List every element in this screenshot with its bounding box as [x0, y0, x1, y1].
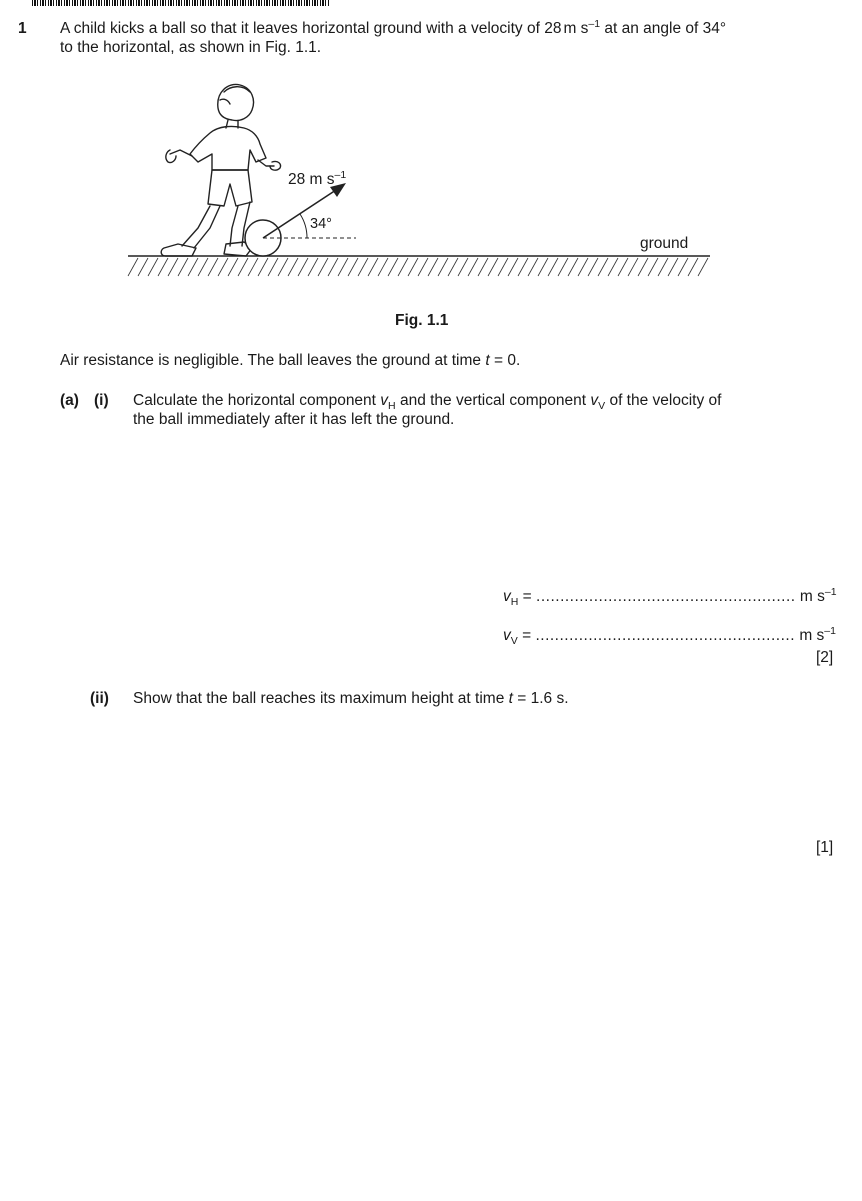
question-intro-line1	[60, 19, 726, 39]
question-number: 1	[18, 20, 27, 37]
child-arm-back	[170, 150, 192, 156]
answer-vv-unit: m s	[799, 627, 825, 644]
answer-vh-blank[interactable]: ......................................................	[536, 588, 796, 605]
answer-vv-subscript: V	[510, 635, 518, 648]
answer-vv-symbol: v	[503, 627, 511, 644]
vv-symbol: v	[590, 392, 599, 409]
question-intro-line2: to the horizontal, as shown in Fig. 1.1.	[60, 39, 322, 56]
barcode	[32, 0, 330, 6]
child-shirt	[190, 126, 266, 170]
air-resistance-statement	[60, 351, 520, 371]
time-variable: t	[485, 352, 490, 369]
child-shorts	[208, 170, 252, 206]
vh-symbol: v	[380, 392, 389, 409]
velocity-label: 28 m $s^{-1}$	[288, 169, 347, 188]
part-a-i-line1	[133, 391, 721, 411]
part-a-i-text-mid: and the vertical component	[395, 392, 591, 409]
part-a-label: (a)	[60, 392, 79, 409]
part-a-ii-text-post: = 1.6 s.	[512, 690, 569, 707]
part-a-ii-text-pre: Show that the ball reaches its maximum height at time	[133, 690, 509, 707]
part-a-ii-label: (ii)	[90, 690, 109, 707]
marks-a-ii: [1]	[816, 839, 834, 856]
marks-a-i: [2]	[816, 649, 834, 666]
ground-label: ground	[640, 235, 689, 252]
air-resistance-text-post: = 0.	[489, 352, 521, 369]
child-leg-back	[182, 206, 210, 246]
answer-vh-unit: m s	[799, 588, 825, 605]
answer-vv-blank[interactable]: ......................................................	[535, 627, 795, 644]
answer-vh-symbol: v	[503, 588, 511, 605]
part-a-i-line2: the ball immediately after it has left the ground.	[133, 411, 455, 428]
ground-hatching	[128, 258, 708, 276]
intro-text-post: at an angle of 34°	[600, 20, 727, 37]
child-shoe-back	[161, 244, 196, 256]
intro-unit-exp: –1	[588, 17, 601, 30]
part-a-i-text-post: of the velocity of	[605, 392, 722, 409]
angle-arc	[300, 214, 307, 238]
answer-vv-equals: =	[522, 627, 532, 644]
vv-subscript: V	[598, 400, 606, 413]
intro-text: A child kicks a ball so that it leaves horizontal ground with a velocity of 28	[60, 20, 562, 37]
vh-subscript: H	[388, 400, 396, 413]
answer-vh-subscript: H	[510, 596, 519, 609]
part-a-ii-time-variable: t	[508, 690, 513, 707]
answer-vh-unit-exp: –1	[824, 585, 837, 598]
child-leg-front	[230, 206, 238, 246]
answer-line-vh	[503, 585, 837, 609]
intro-unit: m s	[563, 20, 589, 37]
answer-line-vv	[503, 624, 836, 648]
air-resistance-text: Air resistance is negligible. The ball leaves the ground at time	[60, 352, 486, 369]
angle-label: 34°	[310, 216, 332, 232]
figure-caption: Fig. 1.1	[395, 312, 449, 329]
figure-kick-diagram	[120, 78, 720, 288]
part-a-i-label: (i)	[94, 392, 109, 409]
part-a-ii-text	[133, 689, 569, 709]
part-a-i-text: Calculate the horizontal component	[133, 392, 381, 409]
answer-vh-equals: =	[522, 588, 532, 605]
answer-vv-unit-exp: –1	[824, 624, 836, 637]
